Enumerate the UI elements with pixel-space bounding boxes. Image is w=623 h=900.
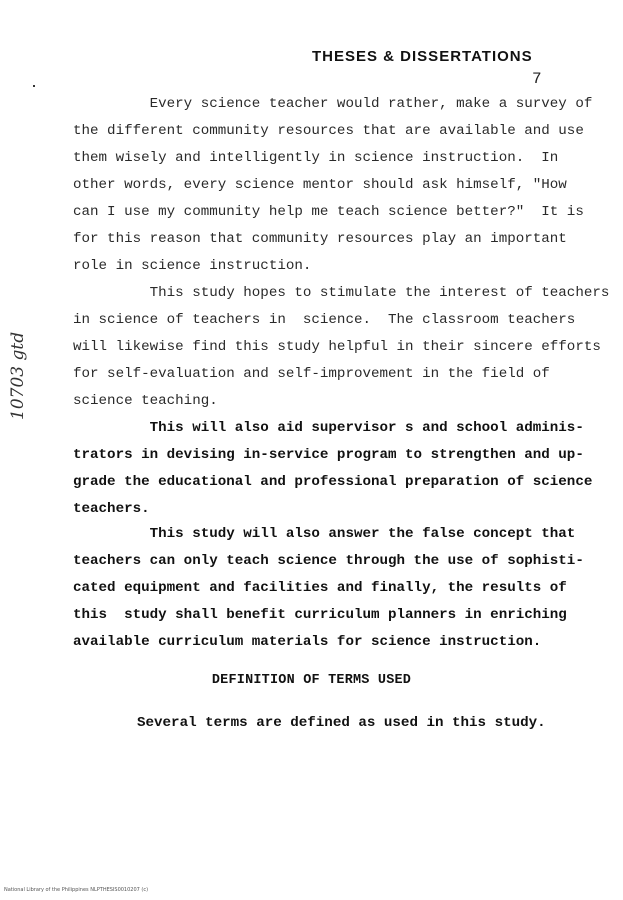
paragraph-3: [73, 415, 593, 523]
text-line: grade the educational and professional preparation of science: [73, 474, 593, 490]
text-line: the different community resources that are available and use: [73, 123, 584, 139]
text-line: can I use my community help me teach science better?" It is: [73, 204, 584, 220]
text-line: role in science instruction.: [73, 258, 312, 274]
paragraph-4: [73, 521, 583, 656]
text-line: teachers.: [73, 501, 150, 517]
text-line: available curriculum materials for science instruction.: [73, 634, 542, 650]
closing-sentence: Several terms are defined as used in this study.: [137, 715, 546, 731]
text-line: cated equipment and facilities and finally, the results of: [73, 580, 567, 596]
text-line: This study hopes to stimulate the interest of teachers: [73, 285, 610, 301]
text-line: Every science teacher would rather, make a survey of: [73, 96, 593, 112]
text-line: in science of teachers in science. The classroom teachers: [73, 312, 576, 328]
page-number: 7: [532, 70, 542, 88]
text-line: teachers can only teach science through the use of sophisti-: [73, 553, 584, 569]
paragraph-1: [73, 91, 593, 280]
archive-stamp: THESES & DISSERTATIONS: [312, 48, 533, 65]
text-line: science teaching.: [73, 393, 218, 409]
text-line: other words, every science mentor should ask himself, "How: [73, 177, 567, 193]
text-line: will likewise find this study helpful in their sincere efforts: [73, 339, 601, 355]
text-line: them wisely and intelligently in science instruction. In: [73, 150, 559, 166]
section-heading: DEFINITION OF TERMS USED: [211, 673, 412, 688]
handwritten-margin-note: 10703 gtd: [8, 331, 28, 420]
text-line: This will also aid supervisor s and school adminis-: [73, 420, 584, 436]
text-line: for this reason that community resources play an important: [73, 231, 567, 247]
text-line: for self-evaluation and self-improvement in the field of: [73, 366, 550, 382]
text-line: This study will also answer the false concept that: [73, 526, 576, 542]
library-footer: National Library of the Philippines NLPTHESIS0010207 (c): [4, 887, 149, 893]
paragraph-2: [73, 280, 610, 415]
scan-speck: [33, 85, 35, 87]
text-line: trators in devising in-service program to strengthen and up-: [73, 447, 584, 463]
text-line: this study shall benefit curriculum planners in enriching: [73, 607, 567, 623]
